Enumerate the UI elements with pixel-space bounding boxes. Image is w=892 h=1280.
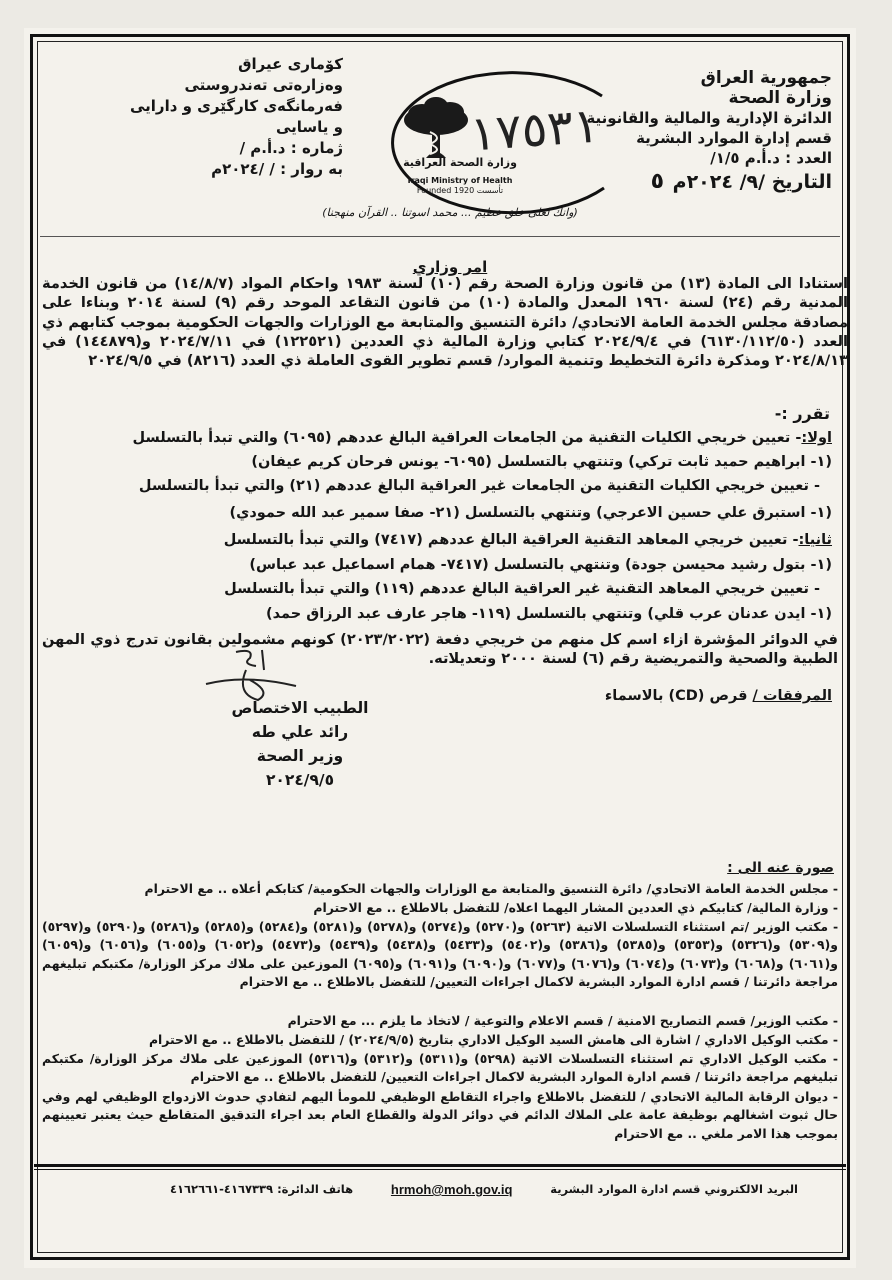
logo-founded: Founded 1920 تأسست [416,186,504,195]
header-left-directorate: فەرمانگەی کارگێری و دارایی و یاسایی [129,97,343,136]
signature-title: الطبيب الاختصاص [231,699,369,717]
order-first-label: اولا: [801,430,832,446]
footer-divider [34,1164,846,1167]
order-first-b: - تعيين خريجي الكليات التقنية من الجامعات غير العراقية البالغ عددهم (٢١) والتي تبدأ بالتسلسل [138,478,820,494]
order-first-a-range: (١- ابراهيم حميد ثابت تركي) وتنتهي بالتسلسل (٦٠٩٥- يونس فرحان كريم عيفان) [251,454,832,470]
motto: (وانك لعلى خلق عظيم ... محمد اسوتنا .. القرآن منهجنا) [322,206,578,219]
header-date-label: التاريخ /٩/ ٢٠٢٤م [672,171,832,193]
order-second-b: - تعيين خريجي المعاهد التقنية غير العراقية البالغ عددهم (١١٩) والتي تبدأ بالتسلسل [224,581,820,597]
order-closing: في الدوائر المؤشرة ازاء اسم كل منهم من خريجي دفعة (٢٠٢٣/٢٠٢٢) كونهم مشمولين بقانون تدرج ذوي المهن الطبية والصحية والتمريضية رقم (٦) لسنة ٢٠٠٠ وتعديلاته. [42,631,838,668]
signature-block [170,646,430,792]
header-left-date: بە روار : / /٢٠٢٤م [211,160,343,178]
logo-english-name: Iraqi Ministry of Health [407,176,513,185]
order-second-b-range: (١- ايدن عدنان عرب قلي) وتنتهي بالتسلسل (١١٩- هاجر عارف عبد الرزاق حمد) [266,606,832,622]
order-decided: تقرر :- [774,404,830,423]
footer [170,1182,798,1197]
header-ministry: وزارة الصحة [728,88,832,108]
header-department: قسم إدارة الموارد البشرية [636,129,832,147]
copies-item-1: - مجلس الخدمة العامة الاتحادي/ دائرة التنسيق والمتابعة مع الوزارات والجهات الحكومية/ كتابكم أعلاه .. مع الاحترام [144,881,838,896]
signature-position: وزير الصحة [256,747,344,765]
logo-arabic-name: وزارة الصحة العراقية [403,156,517,169]
header-left-ministry: وەزارەتی تەندروستی [184,76,343,94]
order-second-label: ثانيا: [798,532,832,548]
attachments-value: قرص (CD) بالاسماء [604,688,748,704]
signature-name: رائد علي طه [251,723,349,741]
copies-item-6: - مكتب الوكيل الاداري تم استثناء التسلسلات الاتية (٥٢٩٨) و(٥٣١١) و(٥٣١٢) و(٥٣١٦) الموزعين على ملاك مركز الوزارة/ مكتبكم تبليغهم مراجعة دائرتنا / قسم ادارة الموارد البشرية لاكمال اجراءات التعيين/ للتفضل بالاطلاع .. مع الاحترام [42,1051,838,1085]
order-first-a-text: - تعيين خريجي الكليات التقنية من الجامعات العراقية البالغ عددهم (٦٠٩٥) والتي تبدأ بالتسلسل [132,430,802,446]
header-left-country: كۆماری عیراق [238,55,343,73]
header-left-number: ژمارە : د.أ.م / [239,139,343,157]
order-preamble: استنادا الى المادة (١٣) من قانون وزارة الصحة رقم (١٠) لسنة ١٩٨٣ واحكام المواد (١٤/٨/٧) من قانون الخدمة المدنية رقم (٢٤) لسنة ١٩٦٠ المعدل والمادة (١٠) من قانون التقاعد الموحد رقم (٩) لسنة ٢٠١٤ وبناءا على مصادقة مجلس الخدمة العامة الاتحادي/ دائرة التنسيق والمتابعة مع الوزارات والجهات الحكومية بموجب كتابهم ذي العدد (٦١٣٠/١١٢/٥٠) في ٢٠٢٤/٩/٤ كتابي وزارة المالية ذي العددين (١٢٢٥٢١) في ٢٠٢٤/٧/١١ و(١٤٤٨٧٩) في ٢٠٢٤/٨/١٣ ومذكرة دائرة التخطيط وتنمية الموارد/ قسم تطوير القوى العاملة ذي العدد (٨٢١٦) في ٢٠٢٤/٩/٥ [42,275,848,370]
order-second-a-range: (١- بتول رشيد محيسن جودة) وتنتهي بالتسلسل (٧٤١٧- همام اسماعيل عبد عباس) [249,557,832,573]
incoming-stamp-number: ١٧٥٣١ [468,97,601,163]
copies-item-2: - وزارة المالية/ كتابيكم ذي العددين المشار اليهما اعلاه/ للتفضل بالاطلاع .. مع الاحترام [313,900,838,915]
order-attachments [605,688,832,704]
header-divider [40,236,840,237]
header-date-day: ٥ [650,169,665,194]
order-first-a [133,430,833,446]
header-directorate: الدائرة الإدارية والمالية والقانونية [586,109,832,127]
copies-title: صورة عنه الى : [727,860,834,876]
attachments-label: المرفقات / [752,688,832,704]
signature-date: ٢٠٢٤/٩/٥ [265,771,335,789]
order-first-b-range: (١- استبرق علي حسين الاعرجي) وتنتهي بالتسلسل (٢١- صفا سمير عبد الله حمودي) [229,505,832,521]
order-title: امر وزاري [412,258,488,276]
footer-email[interactable]: hrmoh@moh.gov.iq [390,1182,513,1197]
order-second-a-text: - تعيين خريجي المعاهد التقنية العراقية البالغ عددهم (٧٤١٧) والتي تبدأ بالتسلسل [223,532,799,548]
copies-item-3: - مكتب الوزير /تم استثناء التسلسلات الاتية (٥٢٦٣) و(٥٢٧٠) و(٥٢٧٤) و(٥٢٧٨) و(٥٢٨١) و(٥٢٨٤) و(٥٢٨٥) و(٥٢٨٦) و(٥٢٩٠) و(٥٢٩٧) و(٥٣٠٩) و(٥٣٢٦) و(٥٣٥٣) و(٥٣٨٥) و(٥٣٨٦) و(٥٤٠٢) و(٥٤٣٣) و(٥٤٣٨) و(٥٤٣٩) و(٥٤٧٣) و(٦٠٥٢) و(٦٠٥٥) و(٦٠٥٦) و(٦٠٥٩) و(٦٠٦١) و(٦٠٦٨) و(٦٠٧٣) و(٦٠٧٤) و(٦٠٧٦) و(٦٠٧٧) و(٦٠٩٠) و(٦٠٩١) و(٦٠٩٥) الموزعين على ملاك مركز الوزارة/ مكتبكم تبليغهم مراجعة دائرتنا / قسم ادارة الموارد البشرية لاكمال اجراءات التعيين/ للتفضل بالاطلاع .. مع الاحترام [42,919,839,990]
copies-item-4: - مكتب الوزير/ قسم التصاريح الامنية / قسم الاعلام والتوعية / لاتخاذ ما يلزم ... مع الاحترام [287,1013,838,1028]
header-left [118,54,343,180]
header-number: العدد : د.أ.م ١/٥/ [710,149,832,167]
footer-phone: هاتف الدائرة: ٤١٦٧٣٣٩-٤١٦٢٦٦١ [170,1182,354,1196]
header-country: جمهورية العراق [700,68,832,88]
footer-divider-thin [34,1169,846,1170]
copies-item-5: - مكتب الوكيل الاداري / اشارة الى هامش السيد الوكيل الاداري بتاريخ (٢٠٢٤/٩/٥) / للتفضل بالاطلاع .. مع الاحترام [148,1032,838,1047]
copies-item-7: - ديوان الرقابة المالية الاتحادي / للتفضل بالاطلاع واجراء التقاطع الوظيفي للمومأ اليهم لتفادي حدوث الازدواج الوظيفي لهم وفي حال ثبوت اشغالهم بوظيفة عامة على الملاك الدائم في دوائر الدولة والقطاع العام بعد اجراء التدقيق المتقاطع حيث يعتبر تعيينهم بموجب هذا الامر ملغي .. مع الاحترام [42,1089,838,1141]
footer-email-label: البريد الالكتروني قسم ادارة الموارد البشرية [550,1182,798,1196]
order-second-a [224,532,832,548]
